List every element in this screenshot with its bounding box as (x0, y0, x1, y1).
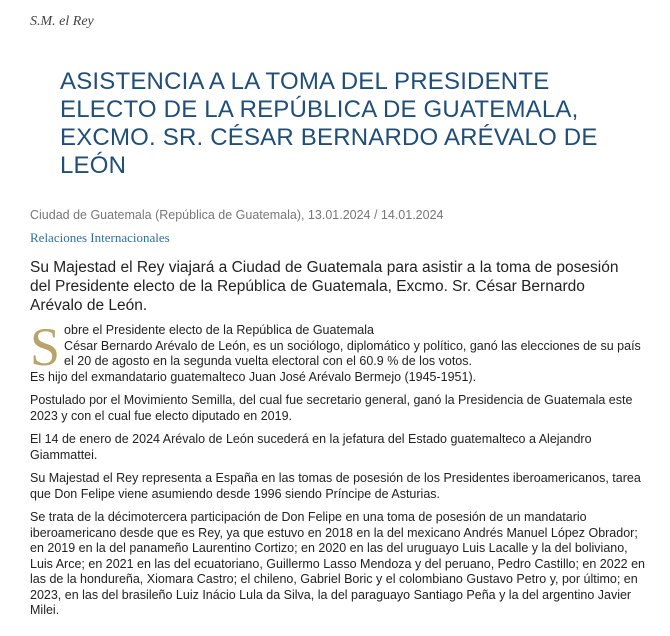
article-meta: Ciudad de Guatemala (República de Guatemala), 13.01.2024 / 14.01.2024 (30, 208, 444, 222)
article-body (30, 317, 645, 627)
paragraph-parentage: Es hijo del exmandatario guatemalteco Juan José Arévalo Bermejo (1945-1951). (30, 369, 477, 384)
paragraph-representation: Su Majestad el Rey representa a España en las tomas de posesión de los Presidentes iberoamericanos, tarea que Don Felipe viene asumiendo desde 1996 siendo Príncipe de Asturias. (30, 471, 641, 501)
title-container (60, 68, 620, 180)
article-lead: Su Majestad el Rey viajará a Ciudad de Guatemala para asistir a la toma de posesión del Presidente electo de la República de Guatemala, Excmo. Sr. César Bernardo Arévalo de León. (30, 259, 619, 314)
paragraph-succession: El 14 de enero de 2024 Arévalo de León sucederá en la jefatura del Estado guatemalteco a Alejandro Giammattei. (30, 432, 592, 462)
paragraph-party: Postulado por el Movimiento Semilla, del cual fue secretario general, ganó la Presidencia de Guatemala este 2023 y con el cual fue electo diputado en 2019. (30, 393, 633, 423)
article-title: ASISTENCIA A LA TOMA DEL PRESIDENTE ELECTO DE LA REPÚBLICA DE GUATEMALA, EXCMO. SR. CÉSAR BERNARDO ARÉVALO DE LEÓN (60, 68, 598, 179)
paragraph-participations: Se trata de la décimotercera participación de Don Felipe en una toma de posesión de un mandatario iberoamericano desde que es Rey, ya que estuvo en 2018 en la del mexicano Andrés Manuel López Obrador; en 2019 en la del panameño Laurentino Cortizo; en 2020 en las del uruguayo Luis Lacalle y la del boliviano, Luis Arce; en 2021 en las del ecuatoriano, Guillermo Lasso Mendoza y del peruano, Pedro Castillo; en 2022 en las de la hondureña, Xiomara Castro; el chileno, Gabriel Boric y el colombiano Gustavo Petro y, por último; en 2023, en las del brasileño Luiz Inácio Lula da Silva, la del paraguayo Santiago Peña y la del argentino Javier Milei. (30, 510, 645, 617)
category-link[interactable]: Relaciones Internacionales (30, 230, 170, 245)
first-paragraph-text: César Bernardo Arévalo de León, es un sociólogo, diplomático y político, ganó las elecciones de su país el 20 de agosto en la segunda vuelta electoral con el 60.9 % de los votos. (64, 338, 641, 368)
drop-cap: S (30, 317, 61, 377)
section-label: S.M. el Rey (30, 14, 94, 29)
first-paragraph-heading: obre el Presidente electo de la República de Guatemala (64, 323, 374, 337)
